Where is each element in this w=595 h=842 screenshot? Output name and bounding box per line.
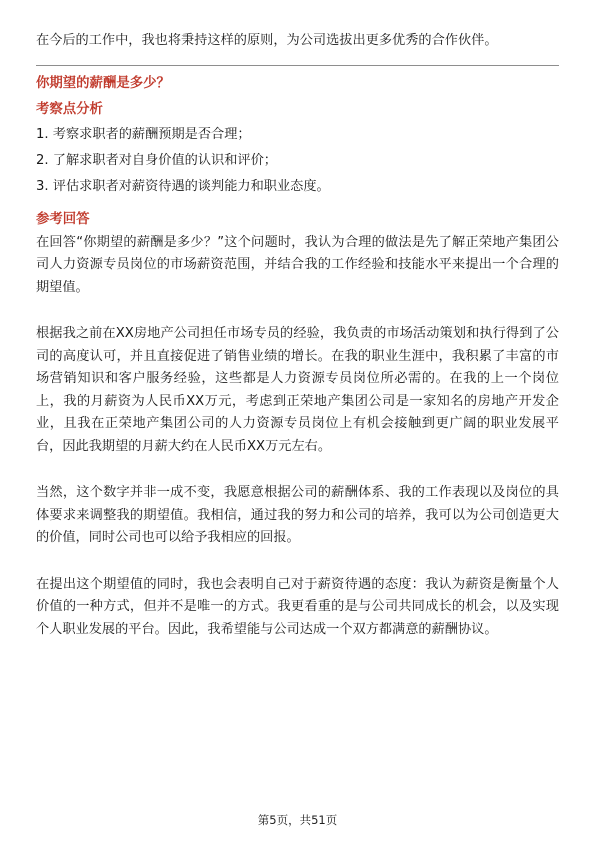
analysis-item: 2. 了解求职者对自身价值的认识和评价；: [36, 152, 277, 168]
analysis-item: 3. 评估求职者对薪资待遇的谈判能力和职业态度。: [36, 178, 330, 194]
analysis-heading: 考察点分析: [36, 101, 103, 117]
answer-paragraph: 根据我之前在XX房地产公司担任市场专员的经验，我负责的市场活动策划和执行得到了公司的高度认可，并且直接促进了销售业绩的增长。在我的职业生涯中，我积累了丰富的市场营销知识和客户服务经验，这些都是人力资源专员岗位所必需的。在我的上一个岗位上，我的月薪资为人民币XX万元，考虑到正荣地产集团公司是一家知名的房地产开发企业，且我在正荣地产集团公司的人力资源专员岗位上有机会接触到更广阔的职业发展平台，因此我期望的月薪大约在人民币XX万元左右。: [36, 326, 559, 454]
section-divider: [36, 65, 559, 66]
answer-paragraph: 在提出这个期望值的同时，我也会表明自己对于薪资待遇的态度：我认为薪资是衡量个人价值的一种方式，但并不是唯一的方式。我更看重的是与公司共同成长的机会，以及实现个人职业发展的平台。因此，我希望能与公司达成一个双方都满意的薪酬协议。: [36, 576, 559, 637]
analysis-list: [36, 122, 559, 200]
answer-heading: 参考回答: [36, 211, 90, 227]
page-number: 第5页，共51页: [257, 813, 338, 827]
intro-paragraph: 在今后的工作中，我也将秉持这样的原则，为公司选拔出更多优秀的合作伙伴。: [36, 33, 498, 48]
question-heading: 你期望的薪酬是多少？: [36, 75, 170, 91]
answer-paragraph: 当然，这个数字并非一成不变，我愿意根据公司的薪酬体系、我的工作表现以及岗位的具体要求来调整我的期望值。我相信，通过我的努力和公司的培养，我可以为公司创造更大的价值，同时公司也可以给予我相应的回报。: [36, 485, 559, 545]
answer-paragraph: 在回答“你期望的薪酬是多少？”这个问题时，我认为合理的做法是先了解正荣地产集团公司人力资源专员岗位的市场薪资范围，并结合我的工作经验和技能水平来提出一个合理的期望值。: [36, 234, 559, 295]
analysis-item: 1. 考察求职者的薪酬预期是否合理；: [36, 126, 251, 142]
page-content: [36, 30, 559, 641]
